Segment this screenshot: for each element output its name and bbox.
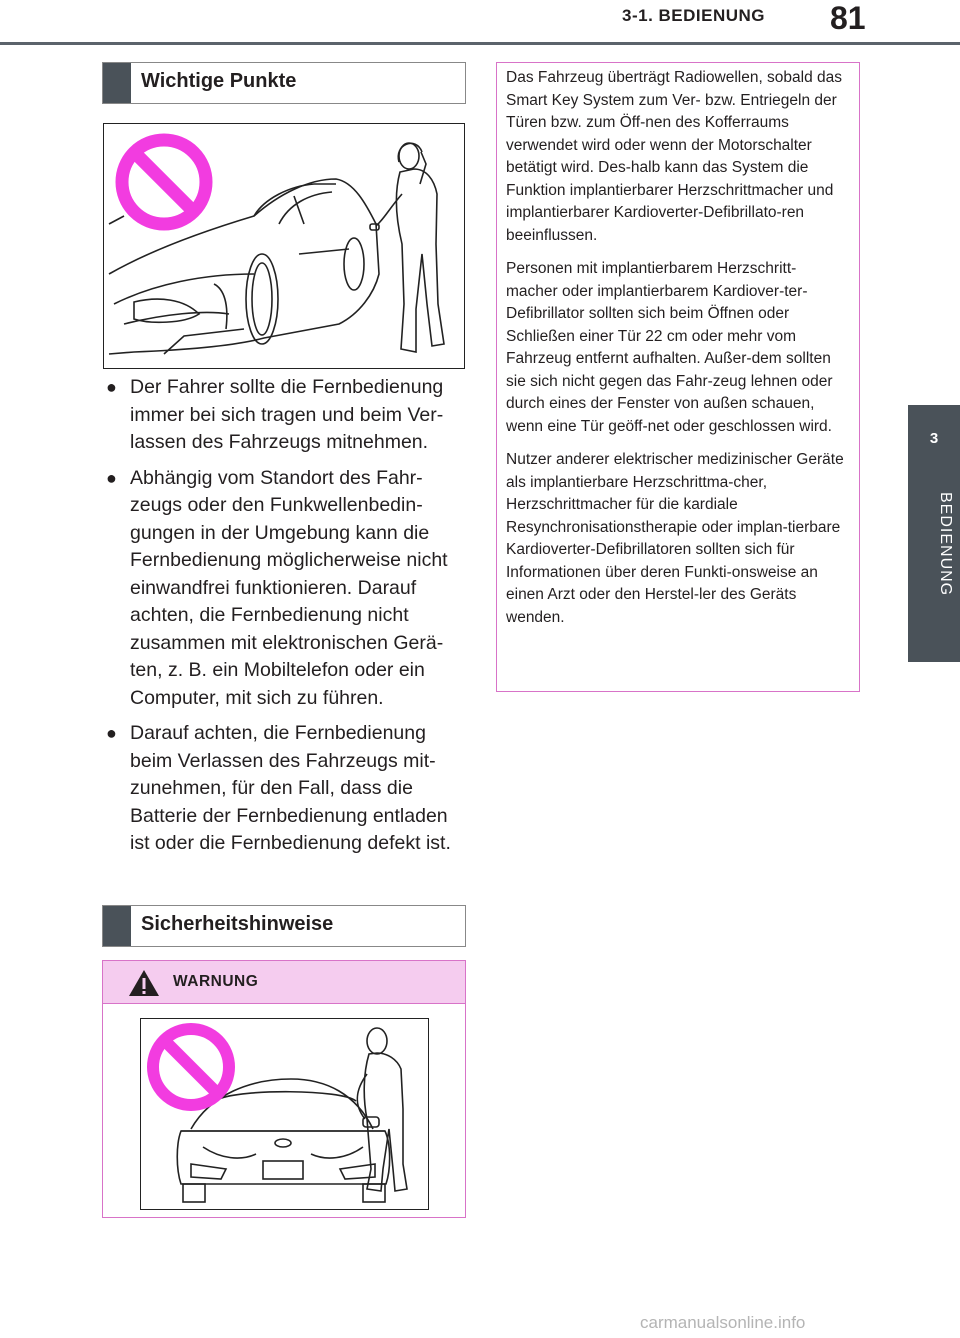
- warning-title: WARNUNG: [173, 973, 259, 990]
- bullet-item: [104, 465, 466, 713]
- bullet-item: [104, 374, 466, 457]
- bullet-dot: ●: [106, 467, 117, 488]
- warning-triangle-icon: [127, 968, 161, 998]
- prohibition-icon: [122, 140, 206, 224]
- car-front-drawing: [141, 1019, 428, 1209]
- bullet-dot: ●: [106, 377, 117, 397]
- bullet-text: Abhängig vom Standort des Fahr-zeugs oder den Funkwellenbedin-gungen in der Umgebung kann die Fernbedienung möglicherweise nicht einwandfrei funktionieren. Darauf achten, die Fernbedienung nicht zusammen mit elektronischen Gerä-ten, z. B. ein Mobiltelefon oder ein Computer, mit sich zu führen.: [130, 466, 448, 709]
- chapter-tab-label: BEDIENUNG: [937, 492, 954, 597]
- heading-bar: [103, 906, 131, 946]
- bullet-dot: ●: [106, 723, 117, 743]
- header-rule: [0, 42, 960, 45]
- section-heading-text: Sicherheitshinweise: [141, 913, 334, 935]
- info-paragraph: Nutzer anderer elektrischer medizinischer Geräte als implantierbare Herzschrittma-cher, Herzschrittmacher für die kardiale Resynchronisationstherapie oder implan-tierbare Kardioverter-Defibrillatoren sollten sich für Informationen über deren Funkti-onsweise an einen Arzt oder den Herstel-ler des Geräts wenden.: [506, 451, 844, 626]
- section-heading-sicherheitshinweise: [102, 905, 466, 947]
- bullet-text: Der Fahrer sollte die Fernbedienung immer bei sich tragen und beim Ver-lassen des Fahrzeugs mitnehmen.: [130, 376, 444, 453]
- chapter-tab-number: 3: [929, 430, 939, 447]
- prohibition-icon: [153, 1029, 229, 1105]
- section-label: 3-1. BEDIENUNG: [622, 6, 766, 25]
- bullet-item: [104, 720, 466, 858]
- illustration-car-remote: [103, 123, 465, 369]
- page-number: 81: [830, 0, 866, 36]
- car-remote-drawing: [104, 124, 464, 368]
- bullet-text: Darauf achten, die Fernbedienung beim Verlassen des Fahrzeugs mit-zunehmen, für den Fall, dass die Batterie der Fernbedienung entladen ist oder die Fernbedienung defekt ist.: [130, 722, 451, 854]
- bullet-list: [104, 374, 466, 866]
- footer-watermark: carmanualsonline.info: [640, 1313, 806, 1332]
- warning-header: [103, 961, 465, 1004]
- info-paragraph: Das Fahrzeug überträgt Radiowellen, sobald das Smart Key System zum Ver- bzw. Entriegeln der Türen bzw. zum Öff-nen des Kofferraums verwendet wird oder wenn der Motorschalter betätigt wird. Des-halb kann das System die Funktion implantierbarer Herzschrittmacher und implantierbarer Kardioverter-Defibrillato-ren beeinflussen.: [506, 69, 843, 244]
- section-heading-wichtige-punkte: [102, 62, 466, 104]
- info-box: [496, 62, 860, 692]
- illustration-car-front: [140, 1018, 429, 1210]
- warning-box: [102, 960, 466, 1218]
- heading-bar: [103, 63, 131, 103]
- section-heading-text: Wichtige Punkte: [141, 70, 297, 92]
- info-paragraph: Personen mit implantierbarem Herzschritt-macher oder implantierbarem Kardiover-ter-Defibrillator sollten sich beim Öffnen oder Schließen einer Tür 22 cm oder mehr vom Fahrzeug entfernt aufhalten. Außer-dem sollten sie sich nicht gegen das Fahr-zeug lehnen oder durch eines der Fenster von außen schauen, wenn eine Tür geöff-net oder geschlossen wird.: [506, 260, 833, 435]
